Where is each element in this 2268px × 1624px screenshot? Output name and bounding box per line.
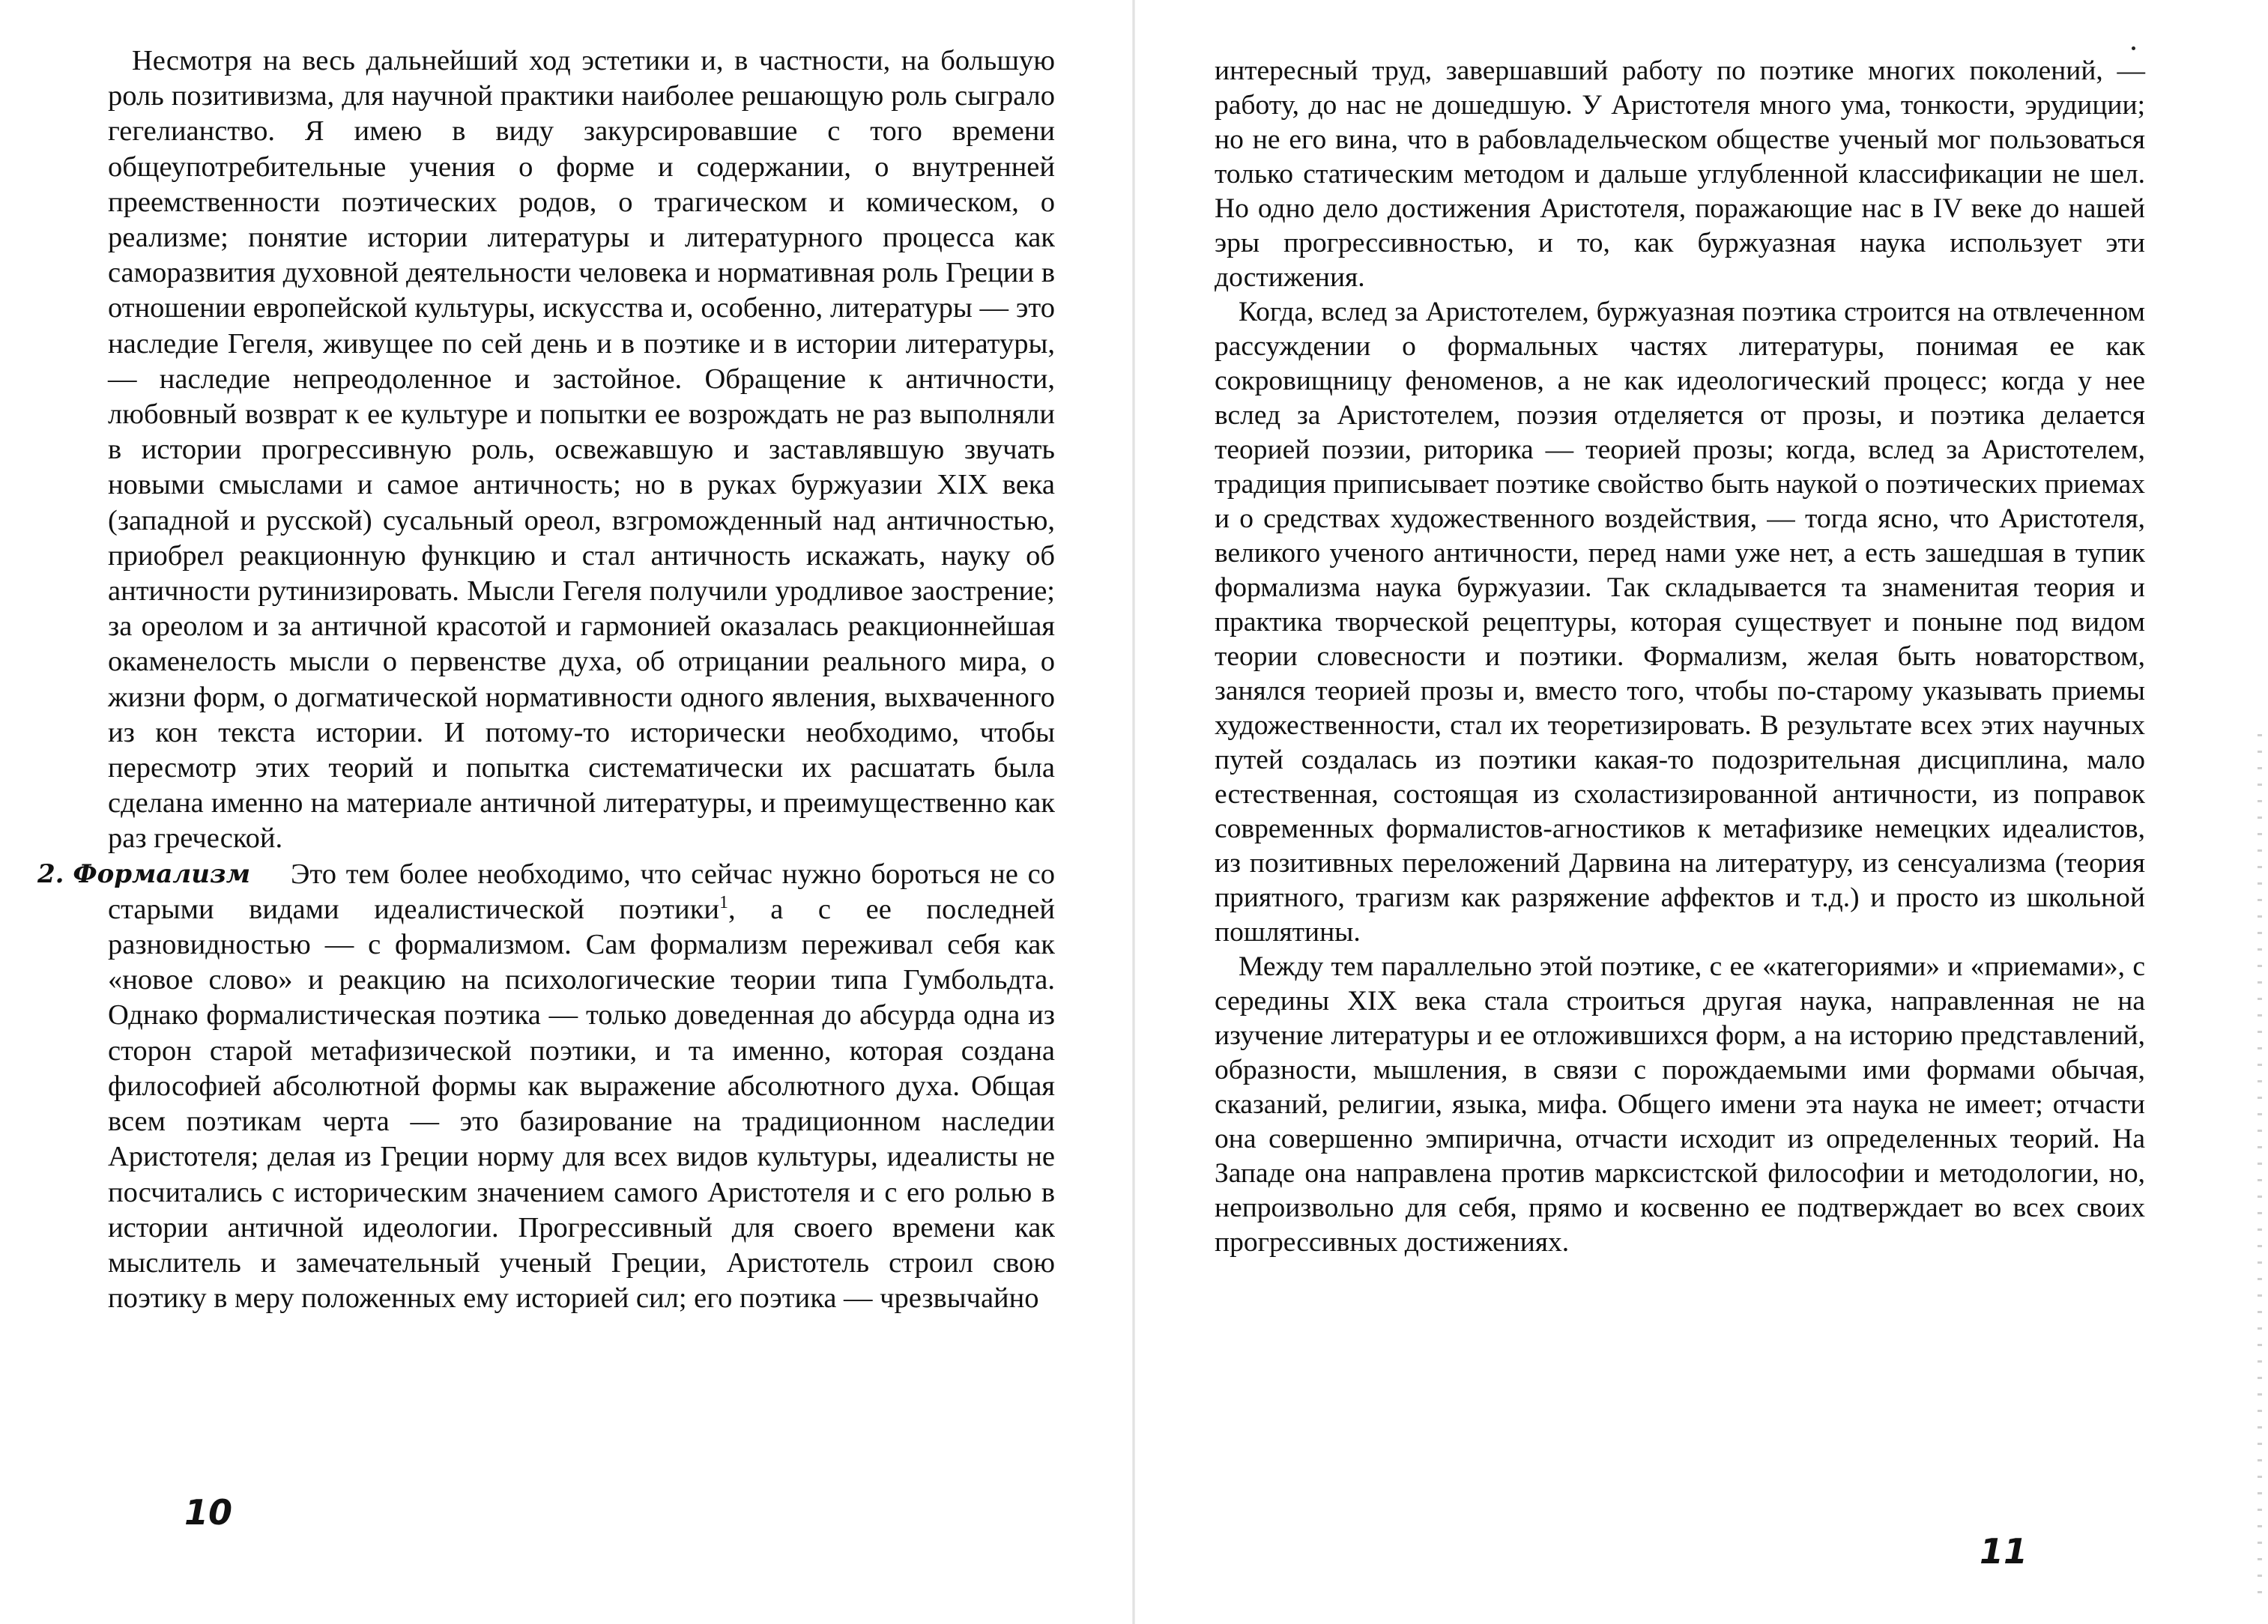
left-text-column [37,43,1055,1316]
left-paragraph-1: Несмотря на весь дальнейший ход эстетики и, в частности, на большую роль позитивизма, для научной практики наиболее решающую роль сыграло гегелианство. Я имею в виду закурсировавшие с того времени общеупотребительные учения о форме и содержании, о внутренней преемственности поэтических родов, о трагическом и комическом, о реализме; понятие истории литературы и литературного процесса как саморазвития духовной деятельности человека и нормативная роль Греции в отношении европейской культуры, искусства и, особенно, литературы — это наследие Гегеля, живущее по сей день и в поэтике и в истории литературы, — наследие непреодоленное и застойное. Обращение к античности, любовный возврат к ее культуре и попытки ее возрождать не раз выполняли в истории прогрессивную роль, освежавшую и заставлявшую звучать новыми смыслами и самое античность; но в руках буржуазии XIX века (западной и русской) сусальный ореол, взгроможденный над античностью, приобрел реакционную функцию и стал античность искажать, науку об античности рутинизировать. Мысли Гегеля получили уродливое заострение; за ореолом и за античной красотой и гармонией оказалась реакционнейшая окаменелость мысли о первенстве духа, об отрицании реального мира, о жизни форм, о догматической нормативности одного явления, выхваченного из кон текста истории. И потому-то исторически необходимо, чтобы пересмотр этих теорий и попытка систематически их расшатать была сделана именно на материале античной литературы, и преимущественно как раз греческой. [108,45,1055,855]
formalism-paragraph [108,857,1055,1317]
page-number-right: 11 [1980,1531,2028,1572]
footnote-marker[interactable]: 1 [719,893,728,913]
right-paragraph-2: Когда, вслед за Аристотелем, буржуазная поэтика строится на отвлеченном рассуждении о формальных частях литературы, понимая ее как сокровищницу феноменов, а не как идеологический процесс; когда у нее вслед за Аристотелем, поэзия отделяется от прозы, и поэтика делается теорией поэзии, риторика — теорией прозы; когда, вслед за Аристотелем, традиция приписывает поэтике свойство быть наукой о поэтических приемах и о средствах художественного воздействия, — тогда ясно, что Аристотеля, великого ученого античности, перед нами уже нет, а есть зашедшая в тупик формализма наука буржуазии. Так складывается та знаменитая теория и практика творческой рецептуры, которая существует и поныне под видом теории словесности и поэтики. Формализм, желая быть новаторством, занялся теорией прозы и, вместо того, чтобы по-старому указывать приемы художественности, стал их теоретизировать. В результате всех этих научных путей создалась из поэтики какая-то подозрительная дисциплина, мало естественная, состоящая из схоластизированной античности, из поправок современных формалистов-агностиков к метафизике немецких идеалистов, из позитивных переложений Дарвина на литературу, из сенсуализма (теория приятного, трагизм как разряжение аффектов и т.д.) и просто из школьной пошлятины. [1215,297,2145,948]
page-number-left: 10 [184,1492,233,1533]
right-paragraph-1: интересный труд, завершавший работу по поэтике многих поколений, — работу, до нас не дошедшую. У Аристотеля много ума, тонкости, эрудиции; но не его вина, что в рабовладельческом обществе ученый мог пользоваться только статическим методом и дальше углубленной классификации не шел. Но одно дело достижения Аристотеля, поражающие нас в IV веке до нашей эры прогрессивностью, и то, как буржуазная наука использует эти достижения. [1215,55,2145,293]
right-paragraph-3: Между тем параллельно этой поэтике, с ее «категориями» и «приемами», с середины XIX века стала строиться другая наука, направленная не на изучение литературы и ее отложившихся форм, а на историю представлений, образности, мышления, в связи с порождаемыми ими формами обычая, сказаний, религии, языка, мифа. Общего имени эта наука не имеет; отчасти она совершенно эмпирична, отчасти исходит из определенных теорий. На Западе она направлена против марксистской философии и методологии, но, непроизвольно для себя, прямо и косвенно ее подтверждает во всех своих прогрессивных достижениях. [1215,951,2145,1258]
scan-speck [2132,46,2135,50]
section-heading-formalism: 2. Формализм [37,858,251,889]
right-text-column [1215,54,2145,1260]
formalism-text-first: Это тем более необходимо, что сейчас нужно бороться не со старыми видами идеалистической поэтики [108,858,1055,925]
formalism-text-rest: , а с ее последней разновидностью — с формализмом. Сам формализм переживал себя как «новое слово» и реакцию на психологические теории типа Гумбольдта. Однако формалистическая поэтика — только доведенная до абсурда одна из сторон старой метафизической поэтики, и та именно, которая создана философией абсолютной формы как выражение абсолютного духа. Общая всем поэтикам черта — это базирование на традиционном наследии Аристотеля; делая из Греции норму для всех видов культуры, идеалисты не посчитались с историческим значением самого Аристотеля и с его ролью в истории античной идеологии. Прогрессивный для своего времени как мыслитель и замечательный ученый Греции, Аристотель строил свою поэтику в меру положенных ему историей сил; его поэтика — чрезвычайно [108,893,1055,1315]
formalism-section [37,857,1055,1317]
right-page [1134,0,2268,1624]
scan-edge-marks [2258,734,2262,1596]
